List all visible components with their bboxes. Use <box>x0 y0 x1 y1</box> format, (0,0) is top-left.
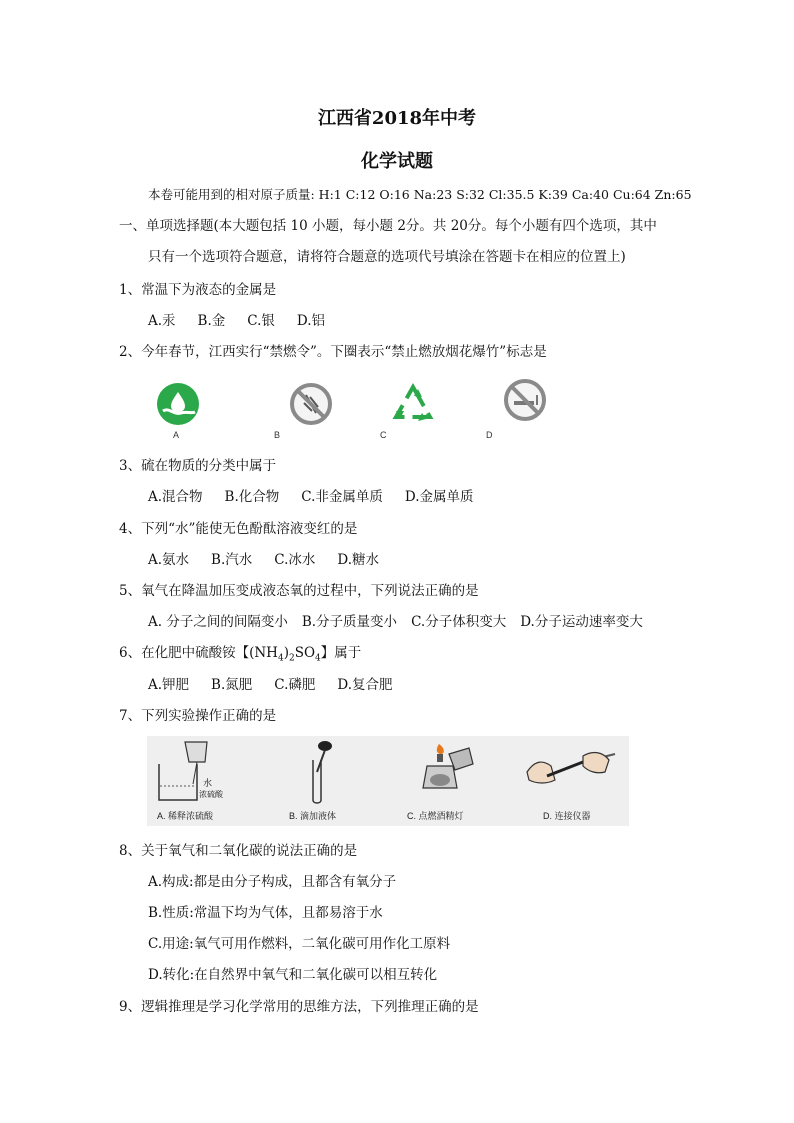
q8-option-d: D.转化:在自然界中氧气和二氧化碳可以相互转化 <box>148 967 438 983</box>
lab-item-a <box>147 736 267 826</box>
test-tube-dropper-icon <box>267 736 387 808</box>
lab-caption-b: B. 滴加液体 <box>289 811 337 821</box>
q6-option-c: C.磷肥 <box>274 677 316 693</box>
q4-option-c: C.冰水 <box>274 552 316 568</box>
q6-options <box>148 676 415 694</box>
q1-option-c: C.银 <box>247 313 275 329</box>
lab-caption-c: C. 点燃酒精灯 <box>407 811 464 821</box>
q3-option-c: C.非金属单质 <box>301 489 383 505</box>
lab-item-b <box>267 736 387 826</box>
q8-option-c: C.用途:氧气可用作燃料，二氧化碳可用作化工原料 <box>148 936 451 952</box>
q4-option-d: D.糖水 <box>337 552 380 568</box>
water-saving-sign-icon <box>155 381 201 427</box>
lab-item-c <box>387 736 507 826</box>
lab-caption-a: A. 稀释浓硫酸 <box>157 811 214 821</box>
q5-options <box>148 613 665 631</box>
q8-option-a: A.构成:都是由分子构成，且都含有氧分子 <box>148 874 397 890</box>
q6-sub-1: 4 <box>277 653 284 664</box>
acid-label: 浓硫酸 <box>199 790 223 799</box>
q8-option-b: B.性质:常温下均为气体，且都易溶于水 <box>148 905 383 921</box>
q3-option-a: A.混合物 <box>148 489 203 505</box>
q4-option-a: A.氨水 <box>148 552 190 568</box>
q3-options <box>148 488 496 506</box>
q4-options <box>148 551 401 569</box>
q6-option-d: D.复合肥 <box>337 677 393 693</box>
q6-sub-2: 2 <box>288 653 295 664</box>
alcohol-lamp-icon <box>387 736 507 808</box>
q7-stem: 7、下列实验操作正确的是 <box>119 708 277 724</box>
lab-caption-d: D. 连接仪器 <box>543 811 591 821</box>
q6-option-b: B.氮肥 <box>211 677 253 693</box>
q1-option-d: D.铝 <box>296 313 326 329</box>
no-smoking-sign-icon <box>502 377 548 423</box>
q6-sub-3: 4 <box>315 653 321 664</box>
q6-option-a: A.钾肥 <box>148 677 190 693</box>
water-label: 水 <box>203 778 213 788</box>
q4-option-b: B.汽水 <box>211 552 253 568</box>
q1-option-b: B.金 <box>197 313 226 329</box>
q5-stem: 5、氧气在降温加压变成液态氧的过程中，下列说法正确的是 <box>119 583 479 599</box>
q9-stem: 9、逻辑推理是学习化学常用的思维方法，下列推理正确的是 <box>119 999 479 1015</box>
hands-connecting-icon <box>507 736 629 808</box>
recycle-sign-icon <box>390 381 436 427</box>
q5-option-b: B.分子质量变小 <box>301 614 398 630</box>
q6-stem-post: 】属于 <box>320 645 362 661</box>
q6-stem-pre: 6、在化肥中硫酸铵【(NH <box>119 645 278 661</box>
section1-line1: 一、单项选择题(本大题包括 10 小题，每小题 2分。共 20分。每个小题有四个选项，其中 <box>119 218 657 234</box>
sign-label-a: A <box>173 430 180 440</box>
sign-label-d: D <box>486 430 493 440</box>
sign-label-c: C <box>380 430 387 440</box>
q3-option-b: B.化合物 <box>224 489 280 505</box>
q3-option-d: D.金属单质 <box>404 489 474 505</box>
q5-option-a: A. 分子之间的间隔变小 <box>148 614 288 630</box>
q6-stem <box>119 644 361 668</box>
lab-operations-figure <box>147 736 629 826</box>
atomic-masses: 本卷可能用到的相对原子质量: H:1 C:12 O:16 Na:23 S:32 Cl:35.5 K:39 Ca:40 Cu:64 Zn:65 <box>148 187 692 202</box>
lab-item-d <box>507 736 629 826</box>
q6-stem-mid2: SO <box>294 645 316 661</box>
q3-stem: 3、硫在物质的分类中属于 <box>119 458 277 474</box>
q4-stem: 4、下列“水”能使无色酚酞溶液变红的是 <box>119 521 358 537</box>
beaker-icon <box>147 736 267 808</box>
q8-stem: 8、关于氧气和二氧化碳的说法正确的是 <box>119 843 358 859</box>
q1-stem: 1、常温下为液态的金属是 <box>119 282 277 298</box>
q1-option-a: A.汞 <box>148 313 176 329</box>
exam-subtitle: 化学试题 <box>361 151 433 172</box>
q1-options <box>148 312 347 330</box>
q6-stem-mid: ) <box>283 645 289 661</box>
q2-stem: 2、今年春节，江西实行“禁燃令”。下圈表示“禁止燃放烟花爆竹”标志是 <box>119 344 547 360</box>
q5-option-c: C.分子体积变大 <box>411 614 507 630</box>
exam-title: 江西省2018年中考 <box>317 108 477 129</box>
no-fireworks-sign-icon <box>288 381 334 427</box>
section1-line2: 只有一个选项符合题意，请将符合题意的选项代号填涂在答题卡在相应的位置上) <box>148 249 626 265</box>
sign-label-b: B <box>274 430 281 440</box>
q5-option-d: D.分子运动速率变大 <box>520 614 643 630</box>
